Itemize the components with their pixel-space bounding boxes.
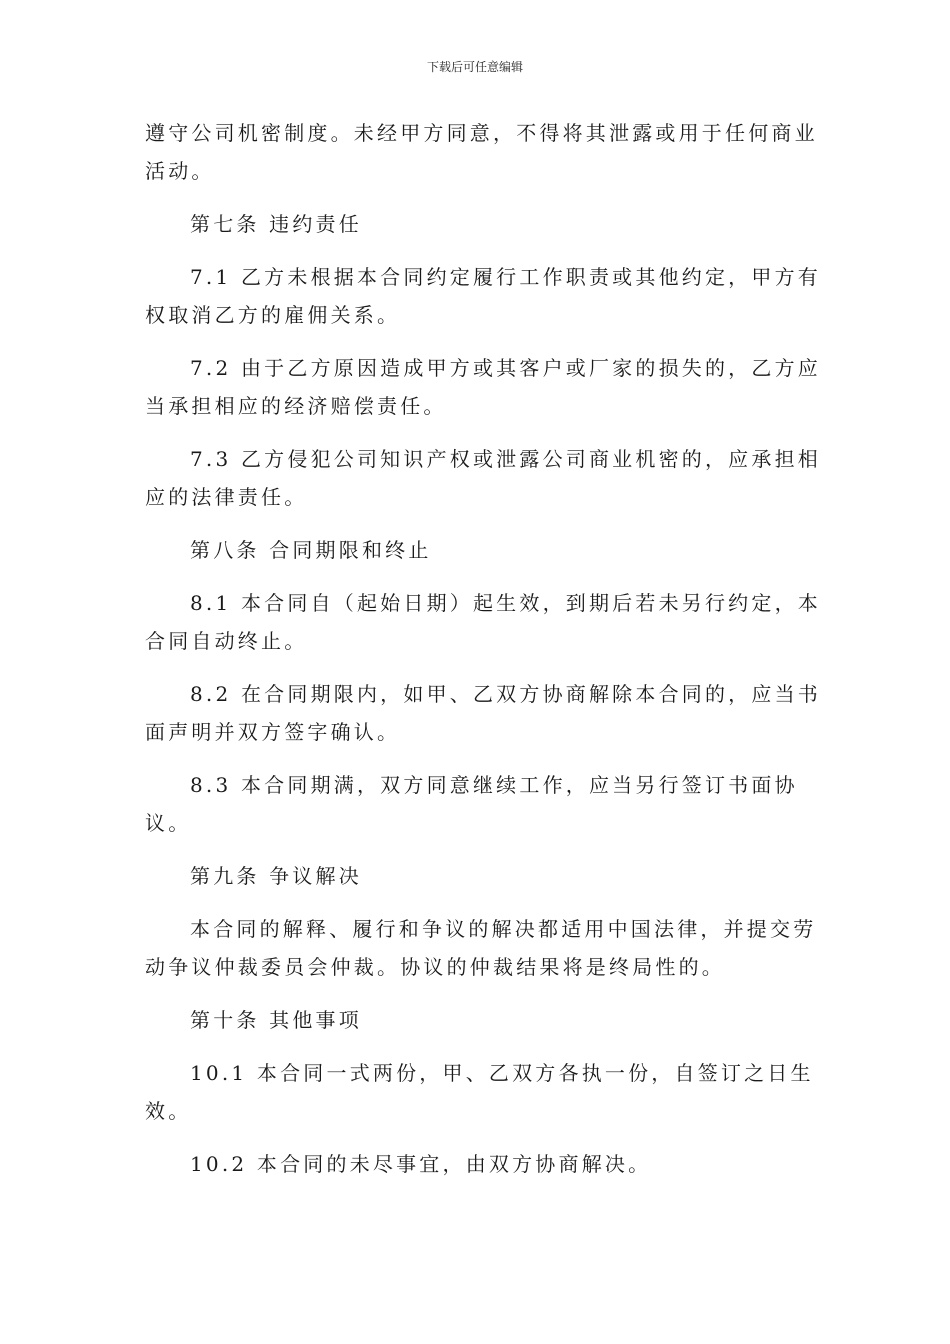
clause-8-3: 8.3 本合同期满，双方同意继续工作，应当另行签订书面协议。 bbox=[145, 773, 798, 835]
clause-9-body: 本合同的解释、履行和争议的解决都适用中国法律，并提交劳动争议仲裁委员会仲裁。协议的仲裁结果将是终局性的。 bbox=[145, 917, 817, 979]
paragraph-confidentiality: 遵守公司机密制度。未经甲方同意，不得将其泄露或用于任何商业活动。 bbox=[145, 121, 818, 183]
clause-8-2: 8.2 在合同期限内，如甲、乙双方协商解除本合同的，应当书面声明并双方签字确认。 bbox=[145, 682, 821, 744]
clause-7-2: 7.2 由于乙方原因造成甲方或其客户或厂家的损失的，乙方应当承担相应的经济赔偿责任。 bbox=[145, 356, 821, 418]
clause-8-1: 8.1 本合同自（起始日期）起生效，到期后若未另行约定，本合同自动终止。 bbox=[145, 591, 821, 653]
heading-article-9: 第九条 争议解决 bbox=[190, 864, 362, 888]
header-note: 下载后可任意编辑 bbox=[426, 60, 523, 74]
clause-10-1: 10.1 本合同一式两份，甲、乙双方各执一份，自签订之日生效。 bbox=[145, 1061, 814, 1123]
clause-10-2: 10.2 本合同的未尽事宜，由双方协商解决。 bbox=[190, 1152, 652, 1176]
document-body bbox=[145, 114, 825, 1198]
heading-article-8: 第八条 合同期限和终止 bbox=[190, 538, 432, 562]
clause-7-1: 7.1 乙方未根据本合同约定履行工作职责或其他约定，甲方有权取消乙方的雇佣关系。 bbox=[145, 265, 821, 327]
heading-article-7: 第七条 违约责任 bbox=[190, 212, 362, 236]
heading-article-10: 第十条 其他事项 bbox=[190, 1008, 362, 1032]
clause-7-3: 7.3 乙方侵犯公司知识产权或泄露公司商业机密的，应承担相应的法律责任。 bbox=[145, 447, 821, 509]
